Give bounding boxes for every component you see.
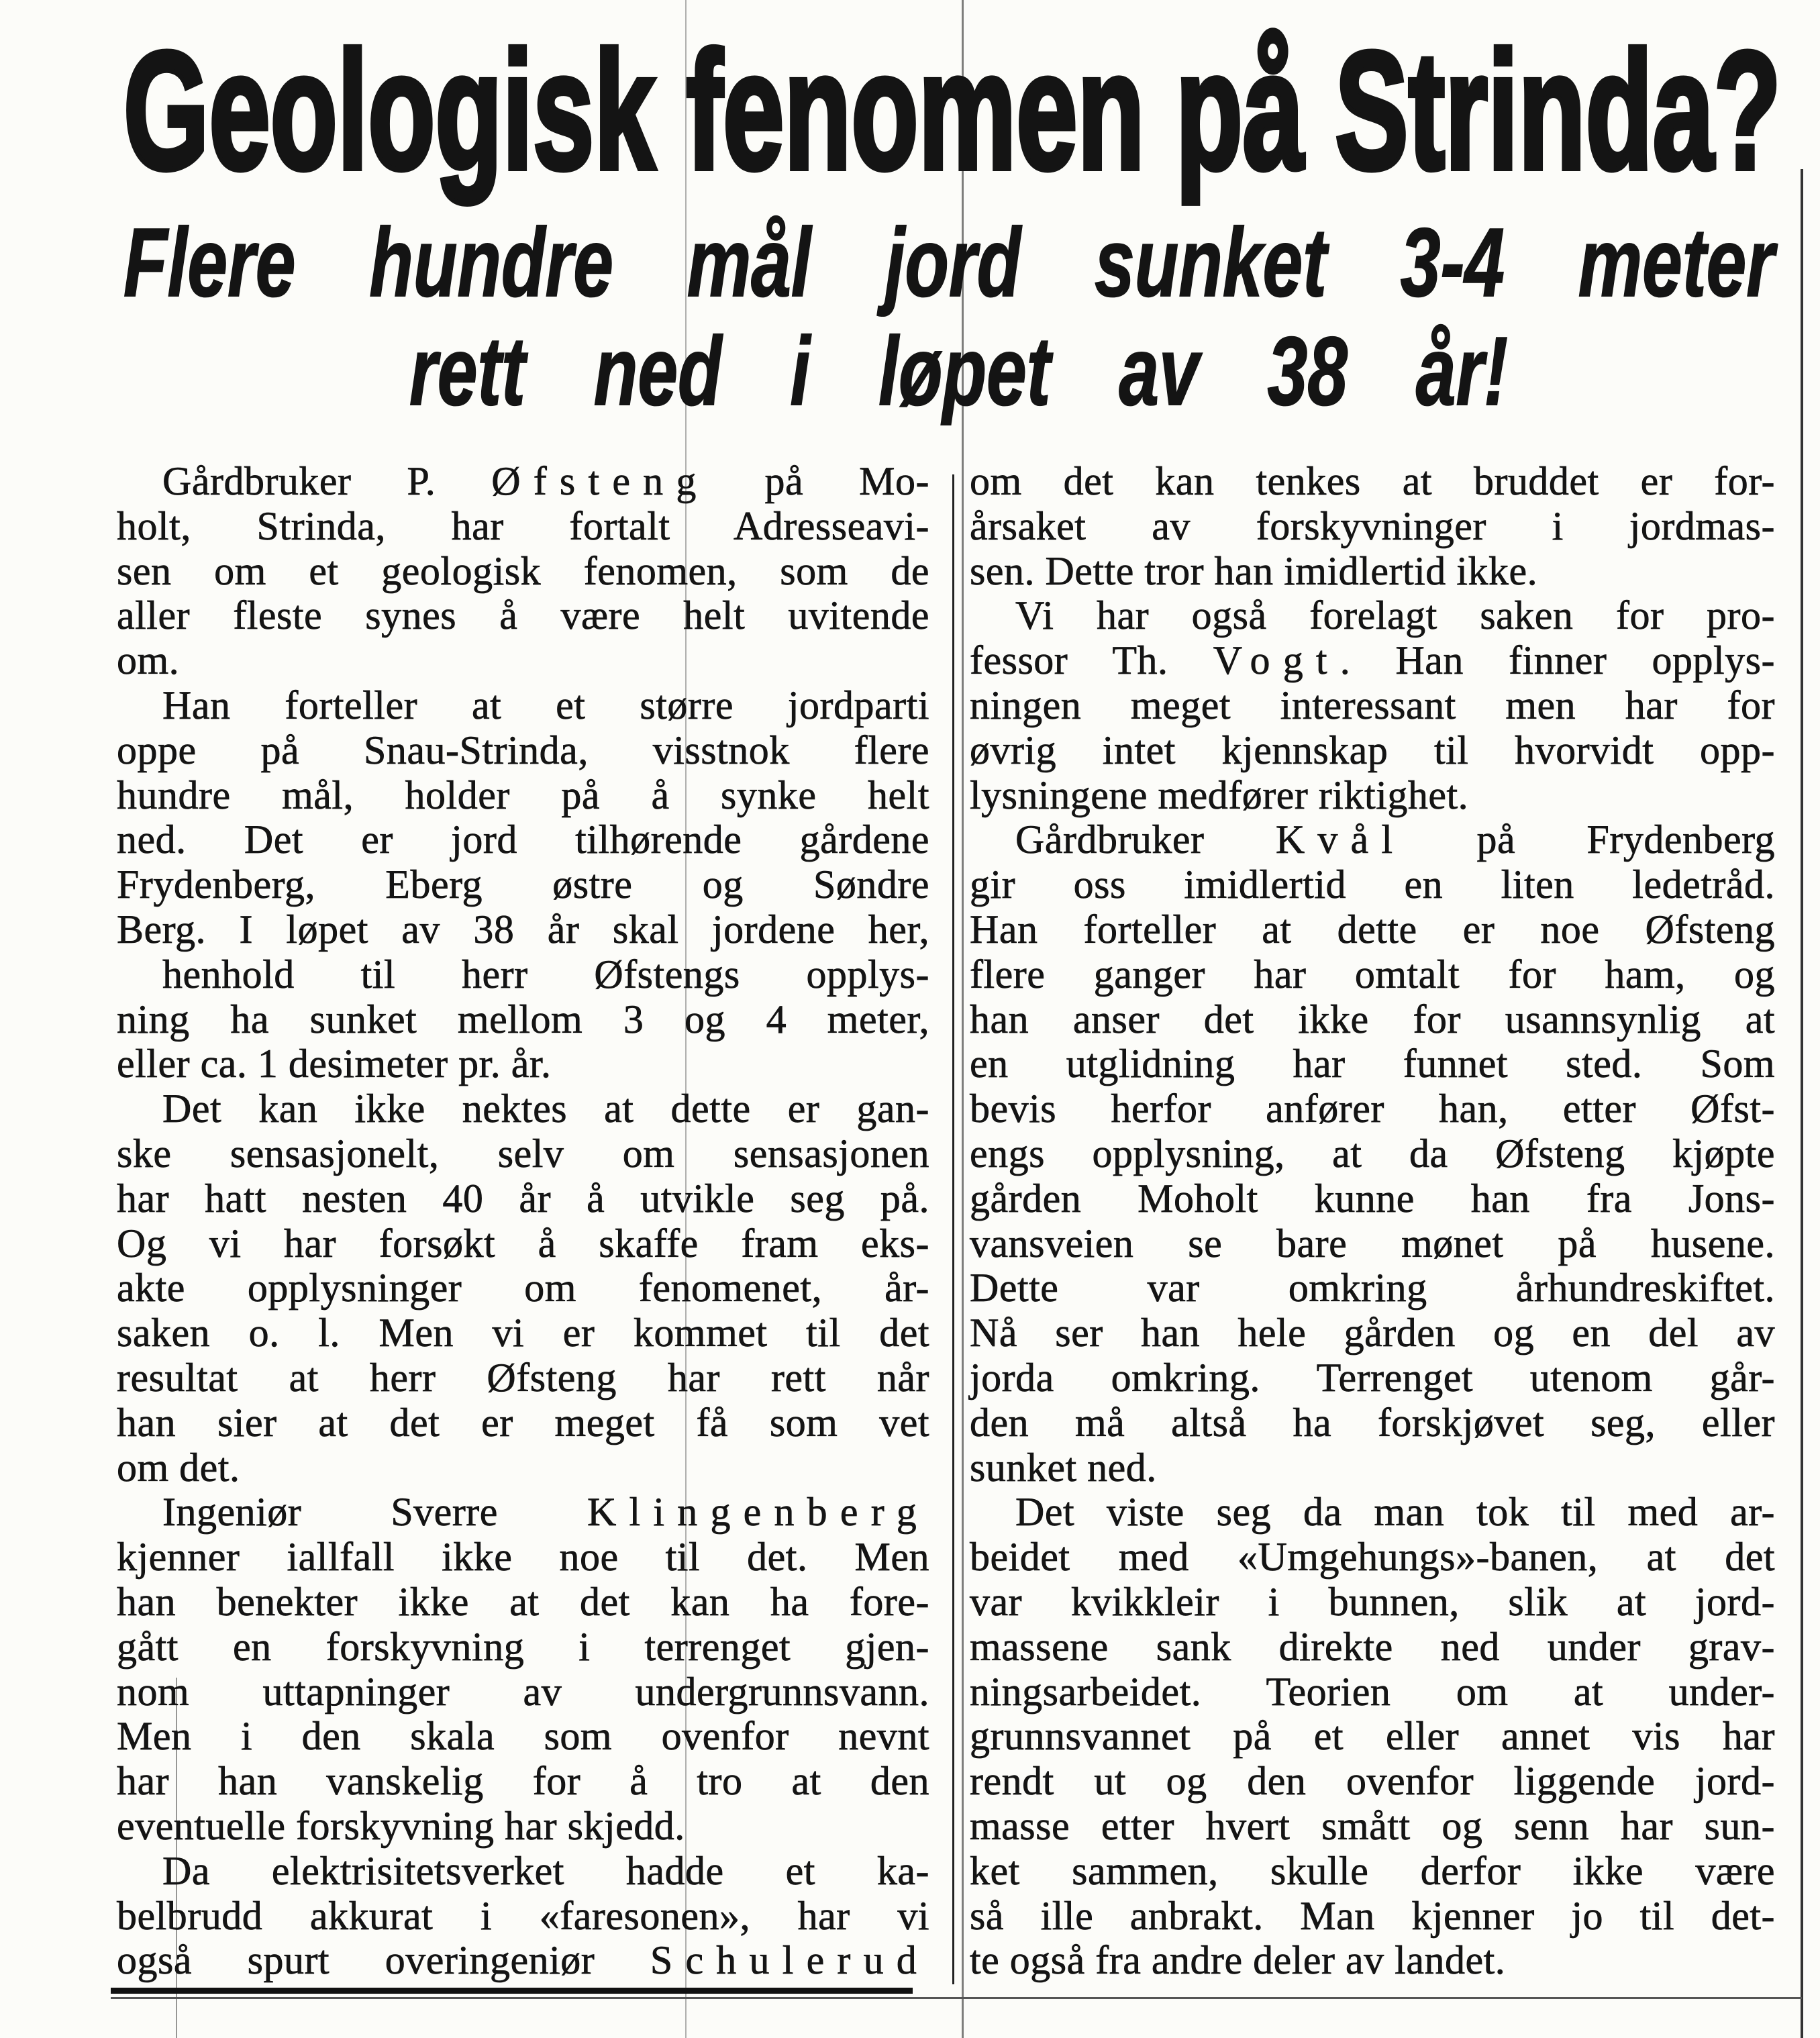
line-text: Det viste seg da man tok til med ar- bbox=[1015, 1490, 1775, 1535]
line-text: saken o. l. Men vi er kommet til det bbox=[117, 1311, 929, 1356]
article-line bbox=[117, 817, 929, 862]
article-line bbox=[117, 683, 929, 728]
line-text: så ille anbrakt. Man kjenner jo til det- bbox=[970, 1893, 1775, 1938]
line-text: øvrig intet kjennskap til hvorvidt opp- bbox=[970, 727, 1775, 772]
article-line bbox=[970, 1625, 1775, 1670]
article-line bbox=[970, 1221, 1775, 1266]
spaced-name: Øfsteng bbox=[491, 459, 709, 503]
article-line bbox=[970, 459, 1775, 504]
line-text: en utglidning har funnet sted. Som bbox=[970, 1041, 1775, 1086]
article-line bbox=[970, 1849, 1775, 1894]
line-text: hundre mål, holder på å synke helt bbox=[117, 772, 929, 817]
line-text: Han forteller at et større jordparti bbox=[162, 682, 929, 727]
article-line bbox=[117, 638, 929, 683]
line-text: Det kan ikke nektes at dette er gan- bbox=[162, 1086, 929, 1131]
article-line bbox=[117, 1759, 929, 1804]
article-line bbox=[970, 1759, 1775, 1804]
line-text: vansveien se bare mønet på husene. bbox=[970, 1221, 1775, 1266]
bottom-rule-thick bbox=[111, 1988, 913, 1994]
line-text: holt, Strinda, har fortalt Adresseavi- bbox=[117, 503, 929, 548]
line-text: om det kan tenkes at bruddet er for- bbox=[970, 459, 1775, 503]
subheadline-line-2 bbox=[409, 317, 1508, 425]
line-text: te også fra andre deler av landet. bbox=[970, 1938, 1506, 1983]
article-line bbox=[970, 683, 1775, 728]
line-text: har han vanskelig for å tro at den bbox=[117, 1759, 929, 1804]
subheadline-text: rett ned i løpet av 38 år! bbox=[409, 317, 1508, 425]
line-text: eventuelle forskyvning har skjedd. bbox=[117, 1803, 685, 1848]
line-text: ske sensasjonelt, selv om sensasjonen bbox=[117, 1131, 929, 1176]
article-line bbox=[970, 638, 1775, 683]
article-line bbox=[970, 593, 1775, 638]
article-line bbox=[117, 1356, 929, 1400]
line-text: Ingeniør Sverre bbox=[162, 1490, 587, 1535]
line-text: henhold til herr Øfstengs opplys- bbox=[162, 952, 929, 997]
line-text: jorda omkring. Terrenget utenom går- bbox=[970, 1355, 1775, 1400]
right-edge-rule bbox=[1801, 169, 1803, 2038]
article-line bbox=[117, 1490, 929, 1535]
spaced-name: Vogt bbox=[1213, 638, 1340, 683]
line-text: på Mo- bbox=[709, 459, 929, 503]
line-text: sen om et geologisk fenomen, som de bbox=[117, 548, 929, 593]
article-line bbox=[970, 1490, 1775, 1535]
line-text: massene sank direkte ned under grav- bbox=[970, 1624, 1775, 1669]
line-text: Frydenberg, Eberg østre og Søndre bbox=[117, 862, 929, 907]
article-line bbox=[117, 1266, 929, 1311]
article-line bbox=[117, 1580, 929, 1625]
bottom-rule-thin bbox=[111, 1997, 1802, 1999]
article-line bbox=[970, 773, 1775, 818]
article-line bbox=[117, 459, 929, 504]
line-text: oppe på Snau-Strinda, visstnok flere bbox=[117, 727, 929, 772]
article-line bbox=[117, 1670, 929, 1715]
line-text: eller ca. 1 desimeter pr. år. bbox=[117, 1041, 552, 1086]
line-text: han sier at det er meget få som vet bbox=[117, 1400, 929, 1445]
line-text: flere ganger har omtalt for ham, og bbox=[970, 952, 1775, 997]
article-line bbox=[970, 1670, 1775, 1715]
article-line bbox=[970, 549, 1775, 594]
column-rule bbox=[952, 474, 954, 1984]
line-text: den må altså ha forskjøvet seg, eller bbox=[970, 1400, 1775, 1445]
article-line bbox=[117, 593, 929, 638]
line-text: var kvikkleir i bunnen, slik at jord- bbox=[970, 1579, 1775, 1624]
line-text: fessor Th. bbox=[970, 638, 1213, 683]
article-line bbox=[117, 952, 929, 997]
line-text: resultat at herr Øfsteng har rett når bbox=[117, 1355, 929, 1400]
article-line bbox=[970, 1131, 1775, 1176]
article-line bbox=[117, 1535, 929, 1580]
headline-text: Geologisk fenomen på Strinda? bbox=[123, 17, 1781, 204]
line-text: rendt ut og den ovenfor liggende jord- bbox=[970, 1759, 1775, 1804]
subheadline-text: Flere hundre mål jord sunket 3-4 meter bbox=[123, 208, 1774, 317]
line-text: Nå ser han hele gården og en del av bbox=[970, 1311, 1775, 1356]
article-line bbox=[117, 1400, 929, 1445]
article-line bbox=[970, 1086, 1775, 1131]
line-text: . Han finner opplys- bbox=[1339, 638, 1776, 683]
line-text: Da elektrisitetsverket hadde et ka- bbox=[162, 1848, 929, 1893]
line-text: har hatt nesten 40 år å utvikle seg på. bbox=[117, 1176, 929, 1221]
article-line bbox=[117, 1041, 929, 1086]
article-line bbox=[117, 1086, 929, 1131]
line-text: ningen meget interessant men har for bbox=[970, 682, 1775, 727]
right-column bbox=[970, 459, 1775, 1983]
article-line bbox=[970, 862, 1775, 907]
article-line bbox=[117, 1849, 929, 1894]
line-text: Berg. I løpet av 38 år skal jordene her, bbox=[117, 907, 929, 952]
article-line bbox=[117, 1714, 929, 1759]
line-text: gått en forskyvning i terrenget gjen- bbox=[117, 1624, 929, 1669]
article-line bbox=[117, 907, 929, 952]
line-text: ned. Det er jord tilhørende gårdene bbox=[117, 817, 929, 862]
article-line bbox=[970, 1714, 1775, 1759]
line-text: lysningene medfører riktighet. bbox=[970, 772, 1469, 817]
article-line bbox=[970, 504, 1775, 549]
line-text: Vi har også forelagt saken for pro- bbox=[1015, 593, 1775, 638]
line-text: ning ha sunket mellom 3 og 4 meter, bbox=[117, 997, 929, 1041]
article-line bbox=[117, 728, 929, 773]
article-line bbox=[970, 1266, 1775, 1311]
line-text: Han forteller at dette er noe Øfsteng bbox=[970, 907, 1775, 952]
article-line bbox=[117, 1804, 929, 1849]
article-line bbox=[117, 1131, 929, 1176]
article-line bbox=[970, 1938, 1775, 1983]
article-line bbox=[970, 997, 1775, 1042]
line-text: ket sammen, skulle derfor ikke være bbox=[970, 1848, 1775, 1893]
line-text: gir oss imidlertid en liten ledetråd. bbox=[970, 862, 1775, 907]
line-text: aller fleste synes å være helt uvitende bbox=[117, 593, 929, 638]
line-text: belbrudd akkurat i «faresonen», har vi bbox=[117, 1893, 929, 1938]
article-line bbox=[117, 549, 929, 594]
article-line bbox=[117, 862, 929, 907]
subheadline-line-1 bbox=[123, 208, 1774, 317]
headline bbox=[123, 17, 1781, 204]
article-line bbox=[117, 1176, 929, 1221]
article-line bbox=[970, 1311, 1775, 1356]
article-line bbox=[117, 773, 929, 818]
line-text: nom uttapninger av undergrunnsvann. bbox=[117, 1669, 929, 1714]
line-text: han benekter ikke at det kan ha fore- bbox=[117, 1579, 929, 1624]
article-line bbox=[970, 1894, 1775, 1939]
left-column bbox=[117, 459, 929, 1983]
line-text: sen. Dette tror han imidlertid ikke. bbox=[970, 548, 1538, 593]
article-line bbox=[970, 952, 1775, 997]
article-line bbox=[117, 1445, 929, 1490]
line-text: også spurt overingeniør bbox=[117, 1938, 650, 1983]
line-text: gården Moholt kunne han fra Jons- bbox=[970, 1176, 1775, 1221]
article-line bbox=[970, 1041, 1775, 1086]
line-text: Gårdbruker P. bbox=[162, 459, 492, 503]
spaced-name: Klingenberg bbox=[587, 1490, 929, 1535]
line-text: ningsarbeidet. Teorien om at under- bbox=[970, 1669, 1775, 1714]
line-text: kjenner iallfall ikke noe til det. Men bbox=[117, 1535, 929, 1580]
line-text: årsaket av forskyvninger i jordmas- bbox=[970, 503, 1775, 548]
line-text: beidet med «Umgehungs»-banen, at det bbox=[970, 1535, 1775, 1580]
article-line bbox=[970, 1356, 1775, 1400]
article-line bbox=[117, 504, 929, 549]
line-text: Dette var omkring århundreskiftet. bbox=[970, 1266, 1775, 1311]
article-line bbox=[117, 1221, 929, 1266]
article-line bbox=[117, 1894, 929, 1939]
article-line bbox=[970, 728, 1775, 773]
line-text: engs opplysning, at da Øfsteng kjøpte bbox=[970, 1131, 1775, 1176]
article-line bbox=[970, 907, 1775, 952]
article-line bbox=[117, 997, 929, 1042]
line-text: sunket ned. bbox=[970, 1445, 1157, 1490]
line-text: om. bbox=[117, 638, 180, 683]
article-line bbox=[117, 1625, 929, 1670]
article-line bbox=[970, 1400, 1775, 1445]
line-text: grunnsvannet på et eller annet vis har bbox=[970, 1714, 1775, 1759]
spaced-name: Kvål bbox=[1275, 817, 1406, 862]
line-text: akte opplysninger om fenomenet, år- bbox=[117, 1266, 929, 1311]
line-text: han anser det ikke for usannsynlig at bbox=[970, 997, 1775, 1041]
line-text: Og vi har forsøkt å skaffe fram eks- bbox=[117, 1221, 929, 1266]
article-line bbox=[117, 1311, 929, 1356]
article-line bbox=[970, 817, 1775, 862]
line-text: på Frydenberg bbox=[1405, 817, 1775, 862]
article-line bbox=[117, 1938, 929, 1983]
article-line bbox=[970, 1804, 1775, 1849]
line-text: om det. bbox=[117, 1445, 240, 1490]
article-line bbox=[970, 1580, 1775, 1625]
line-text: bevis herfor anfører han, etter Øfst- bbox=[970, 1086, 1775, 1131]
line-text: Gårdbruker bbox=[1015, 817, 1276, 862]
article-line bbox=[970, 1176, 1775, 1221]
line-text: Men i den skala som ovenfor nevnt bbox=[117, 1714, 929, 1759]
line-text: masse etter hvert smått og senn har sun- bbox=[970, 1803, 1775, 1848]
spaced-name: Schulerud bbox=[650, 1938, 929, 1983]
article-line bbox=[970, 1535, 1775, 1580]
article-line bbox=[970, 1445, 1775, 1490]
